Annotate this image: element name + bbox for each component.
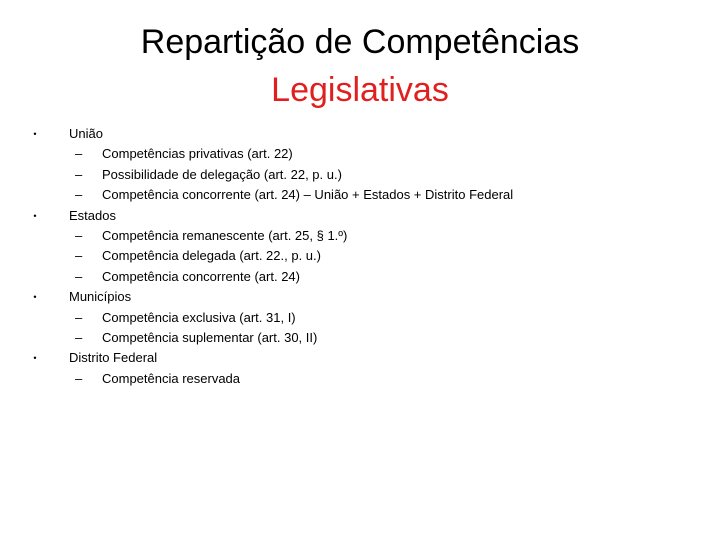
sub-item — [30, 246, 690, 266]
sub-item-text: Competência exclusiva (art. 31, I) — [102, 309, 296, 325]
slide-title — [0, 18, 720, 114]
sub-item-text: Competência delegada (art. 22., p. u.) — [102, 248, 321, 264]
sub-item-text: Competência suplementar (art. 30, II) — [102, 330, 318, 346]
item-label: Distrito Federal — [69, 350, 158, 366]
bullet-list — [30, 124, 690, 389]
title-line-1: Repartição de Competências — [140, 23, 580, 61]
sub-item-text: Competências privativas (art. 22) — [102, 146, 293, 162]
dash-icon: – — [75, 330, 83, 346]
list-item-distrito-federal — [30, 348, 690, 368]
dash-icon: – — [75, 166, 83, 182]
dash-icon: – — [75, 248, 83, 264]
list-item-municipios — [30, 287, 690, 307]
item-label: Estados — [69, 207, 116, 223]
bullet-icon: • — [33, 210, 37, 221]
sub-item-text: Competência reservada — [102, 370, 241, 386]
dash-icon: – — [75, 228, 83, 244]
sub-item-text: Possibilidade de delegação (art. 22, p. u.) — [102, 166, 342, 182]
bullet-icon: • — [33, 292, 37, 303]
sub-item — [30, 226, 690, 246]
sub-item — [30, 308, 690, 328]
item-label: União — [69, 126, 103, 141]
title-line-2: Legislativas — [271, 71, 449, 109]
dash-icon: – — [75, 268, 83, 284]
sub-item — [30, 328, 690, 348]
bullet-icon: • — [33, 129, 37, 139]
item-label: Municípios — [69, 289, 132, 305]
sub-item-text: Competência concorrente (art. 24) – União + Estados + Distrito Federal — [102, 187, 514, 203]
sub-item — [30, 185, 690, 205]
list-item-estados — [30, 206, 690, 226]
sub-item-text: Competência remanescente (art. 25, § 1.º) — [102, 228, 348, 244]
sub-item — [30, 144, 690, 164]
sub-item — [30, 267, 690, 287]
dash-icon: – — [75, 146, 83, 162]
sub-item-text: Competência concorrente (art. 24) — [102, 268, 300, 284]
dash-icon: – — [75, 187, 83, 203]
dash-icon: – — [75, 370, 83, 386]
dash-icon: – — [75, 309, 83, 325]
sub-item — [30, 369, 690, 389]
list-item-uniao — [30, 124, 690, 144]
sub-item — [30, 165, 690, 185]
bullet-icon: • — [33, 353, 37, 364]
